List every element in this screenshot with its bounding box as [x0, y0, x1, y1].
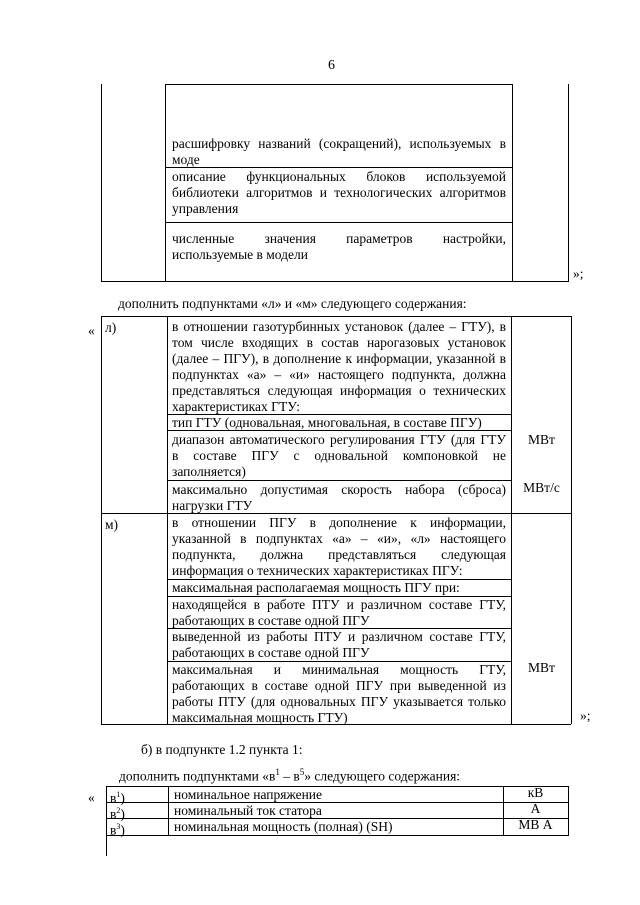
table-row: в отношении ПГУ в дополнение к информации, указанной в подпунктах «а» – «и», «л» настоящего подпункта, должна представляться следующая информация о технических характеристиках ПГУ:: [172, 515, 506, 578]
subitem-label-l: л): [105, 320, 117, 335]
para-text: » следующего содержания:: [304, 768, 461, 784]
paragraph: б) в подпункте 1.2 пункта 1:: [141, 742, 303, 757]
closing-quote: »;: [573, 266, 584, 281]
table-row: численные значения параметров настройки, используемые в модели: [172, 231, 506, 262]
paragraph: [119, 764, 460, 785]
closing-quote: »;: [580, 708, 591, 723]
table-row: описание функциональных блоков используемой библиотеки алгоритмов и технологических алгоритмов управления: [172, 169, 506, 216]
unit-cell: МВ А: [518, 817, 553, 832]
unit-cell: МВт: [528, 660, 555, 675]
paragraph: дополнить подпунктами «л» и «м» следующего содержания:: [118, 296, 467, 311]
table-row: выведенной из работы ПТУ и различном составе ГТУ, работающих в составе одной ПГУ: [172, 629, 506, 660]
para-text: – в: [279, 768, 300, 784]
table-row-label: $в^3$): [110, 822, 125, 838]
table-row: номинальное напряжение: [174, 787, 323, 802]
para-text: дополнить подпунктами «в: [119, 768, 276, 784]
table-row: находящейся в работе ПТУ и различном составе ГТУ, работающих в составе одной ПГУ: [172, 597, 506, 628]
superscript: 5: [299, 767, 305, 777]
table-row: диапазон автоматического регулирования ГТУ (для ГТУ в составе ПГУ с одновальной компоновкой не заполняется): [172, 432, 506, 479]
table-row: расшифровку названий (сокращений), используемых в моде: [172, 136, 506, 167]
table-row: номинальный ток статора: [174, 803, 322, 818]
table-row: номинальная мощность (полная) (SН): [174, 819, 393, 834]
unit-cell: кВ: [527, 785, 544, 800]
table-row: максимальная и минимальная мощность ГТУ, работающих в составе одной ПГУ при выведенной из работы ПТУ (для одновальных ПГУ указывается только максимальная мощность ГТУ): [172, 662, 506, 725]
subitem-label-m: м): [105, 517, 119, 532]
table-row: тип ГТУ (одновальная, многовальная, в составе ПГУ): [172, 415, 482, 430]
unit-cell: МВт/с: [523, 480, 560, 495]
open-quote: «: [88, 790, 95, 805]
unit-cell: А: [530, 801, 541, 816]
table-row: максимальная располагаемая мощность ПГУ при:: [172, 580, 460, 595]
table-row-label: $в^1$): [110, 790, 125, 806]
open-quote: «: [88, 323, 95, 338]
page-number: 6: [328, 58, 335, 73]
unit-cell: МВт: [528, 432, 555, 447]
table-row: в отношении газотурбинных установок (далее – ГТУ), в том числе входящих в состав нарогазовых установок (далее – ПГУ), в дополнение к информации, указанной в подпунктах «а» – «и» настоящего подпункта, должна представляться следующая информация о технических характеристиках ГТУ:: [172, 319, 506, 414]
superscript: 1: [275, 767, 280, 777]
table-row: максимально допустимая скорость набора (сброса) нагрузки ГТУ: [172, 482, 506, 513]
table-row-label: $в^2$): [110, 806, 125, 822]
